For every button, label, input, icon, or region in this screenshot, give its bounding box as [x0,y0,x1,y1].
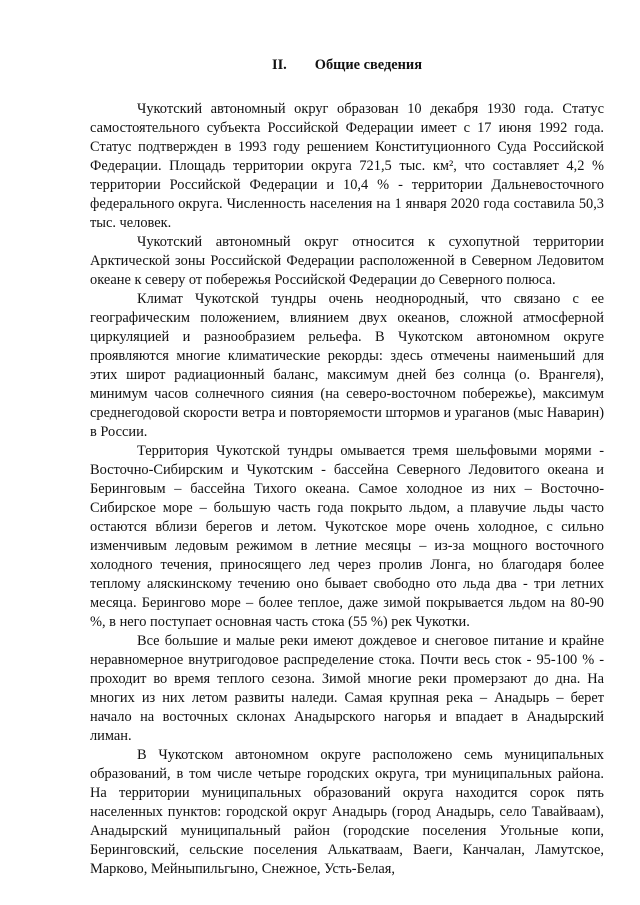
paragraph-climate: Климат Чукотской тундры очень неоднородный, что связано с ее географическим положением, влиянием двух океанов, сложной атмосферной циркуляцией и разнообразием рельефа. В Чукотском автономном округе проявляются многие климатические рекорды: здесь отмечены наименьший для этих широт радиационный баланс, максимум дней без солнца (о. Врангеля), минимум часов солнечного сияния (на северо-восточном побережье), максимум среднегодовой скорости ветра и повторяемости штормов и ураганов (мыс Наварин) в России. [90,291,604,440]
section-title: Общие сведения [314,57,423,73]
paragraph-rivers: Все большие и малые реки имеют дождевое и снеговое питание и крайне неравномерное внутригодовое распределение стока. Почти весь сток - 95-100 % - проходит во время теплого сезона. Зимой многие реки промерзают до дна. На многих из них летом развиты наледи. Самая крупная река – Анадырь – берет начало на восточных склонах Анадырского нагорья и впадает в Анадырский лиман. [90,633,604,744]
document-page [90,56,604,879]
paragraph-arctic-zone: Чукотский автономный округ относится к сухопутной территории Арктической зоны Российской Федерации расположенной в Северном Ледовитом океане к северу от побережья Российской Федерации до Северного полюса. [90,234,604,288]
paragraph-municipalities: В Чукотском автономном округе расположено семь муниципальных образований, в том числе четыре городских округа, три муниципальных района. На территории муниципальных образований округа находится сорок пять населенных пунктов: городской округ Анадырь (город Анадырь, село Тавайваам), Анадырский муниципальный район (городские поселения Угольные копи, Беринговский, сельские поселения Алькатваам, Ваеги, Канчалан, Ламутское, Марково, Мейныпильгыно, Снежное, Усть-Белая, [90,747,604,877]
section-number: II. [271,57,287,73]
paragraph-founding: Чукотский автономный округ образован 10 декабря 1930 года. Статус самостоятельного субъекта Российской Федерации имеет с 17 июня 1992 года. Статус подтвержден в 1993 году решением Конституционного Суда Российской Федерации. Площадь территории округа 721,5 тыс. км², что составляет 4,2 % территории Российской Федерации и 10,4 % - территории Дальневосточного федерального округа. Численность населения на 1 января 2020 года составила 50,3 тыс. человек. [90,101,604,231]
section-heading [90,56,604,75]
paragraph-seas: Территория Чукотской тундры омывается тремя шельфовыми морями - Восточно-Сибирским и Чукотским - бассейна Северного Ледовитого океана и Беринговым – бассейна Тихого океана. Самое холодное из них – Восточно-Сибирское море – большую часть года покрыто льдом, а плавучие льды часто остаются вблизи берегов и летом. Чукотское море очень холодное, с сильно изменчивым ледовым режимом в летние месяцы – из-за мощного восточного холодного течения, приносящего лед через пролив Лонга, но благодаря более теплому аляскинскому течению оно бывает свободно ото льда два - три летних месяца. Берингово море – более теплое, даже зимой покрывается льдом на 80-90 %, в него поступает основная часть стока (55 %) рек Чукотки. [90,443,604,630]
